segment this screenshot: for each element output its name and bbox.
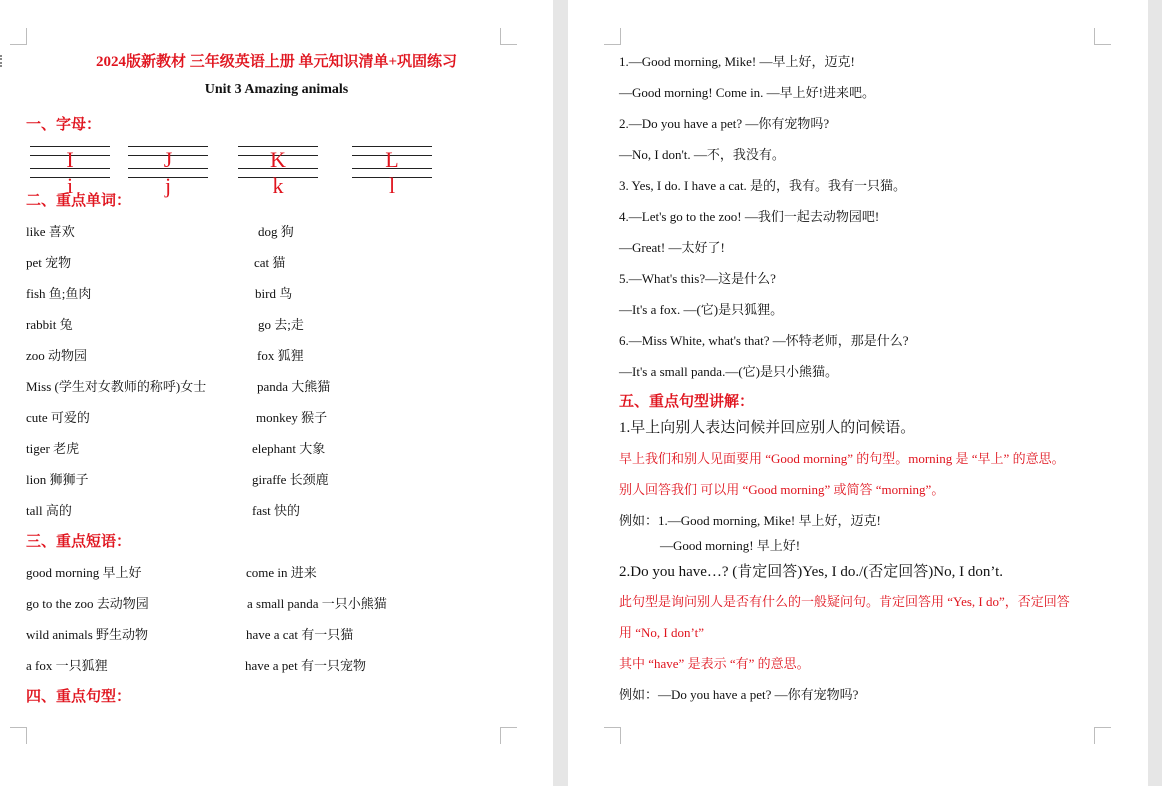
word-item: tall 高的 [26,503,72,518]
phrase-item: good morning 早上好 [26,565,142,580]
dialogue-line: 3. Yes, I do. I have a cat. 是的，我有。我有一只猫。 [619,178,907,193]
letter-writing-lines [238,145,318,198]
word-item: dog 狗 [258,224,294,239]
letter-writing-lines [128,145,208,198]
letter-pair: I i [66,147,102,198]
letter-pair: L l [385,147,427,198]
explanation-text: 用 “No, I don’t” [619,625,704,640]
word-item: tiger 老虎 [26,441,80,456]
margin-corner-mark [604,28,621,45]
explanation-text: 其中 “have” 是表示 “有” 的意思。 [619,656,810,671]
dialogue-line: 2.—Do you have a pet? —你有宠物吗? [619,116,830,131]
phrase-item: a fox 一只狐狸 [26,658,108,673]
word-item: monkey 猴子 [256,410,328,425]
phrase-item: wild animals 野生动物 [26,627,149,642]
margin-corner-mark [500,727,517,744]
word-item: fish 鱼;鱼肉 [26,286,92,301]
word-item: cat 猫 [254,255,286,270]
dialogue-line: —It's a small panda.—(它)是只小熊猫。 [619,364,838,379]
word-item: go 去;走 [258,317,304,332]
dialogue-line: —It's a fox. —(它)是只狐狸。 [619,302,784,317]
example-line: 例如：—Do you have a pet? —你有宠物吗? [619,687,859,702]
dialogue-line: 1.—Good morning, Mike! —早上好，迈克! [619,54,855,69]
letter-pair: K k [270,147,314,198]
margin-corner-mark [1094,727,1111,744]
example-line: 例如：1.—Good morning, Mike! 早上好，迈克! [619,513,881,528]
explanation-text: 此句型是询问别人是否有什么的一般疑问句。肯定回答用 “Yes, I do”，否定回答 [619,594,1070,609]
dialogue-line: —Great! —太好了! [619,240,725,255]
section-heading-sentences: 四、重点句型： [26,689,132,705]
word-item: elephant 大象 [252,441,326,456]
word-item: panda 大熊猫 [257,379,331,394]
dialogue-line: 5.—What's this?—这是什么? [619,271,776,286]
section-heading-phrases: 三、重点短语： [26,534,132,550]
word-item: bird 鸟 [255,286,293,301]
point-heading: 2.Do you have…? (肯定回答)Yes, I do./(否定回答)No, I don’t. [619,564,1003,580]
phrase-item: have a pet 有一只宠物 [245,658,366,673]
word-item: like 喜欢 [26,224,75,239]
section-heading-words: 二、重点单词： [26,193,132,209]
unit-subtitle: Unit 3 Amazing animals [204,82,349,97]
example-line: —Good morning! 早上好! [660,538,801,553]
margin-corner-mark [500,28,517,45]
document-title: 2024版新教材 三年级英语上册 单元知识清单+巩固练习 [95,54,458,70]
word-item: pet 宠物 [26,255,72,270]
document-page-1 [0,0,553,786]
margin-corner-mark [1094,28,1111,45]
word-item: fast 快的 [252,503,301,518]
word-item: zoo 动物园 [26,348,88,363]
letter-writing-lines [30,145,110,198]
word-item: Miss (学生对女教师的称呼)女士 [26,379,207,394]
phrase-item: come in 进来 [246,565,317,580]
dialogue-line: —Good morning! Come in. —早上好!进来吧。 [619,85,876,100]
dialogue-line: 4.—Let's go to the zoo! —我们一起去动物园吧! [619,209,880,224]
explanation-text: 早上我们和别人见面要用 “Good morning” 的句型。morning 是 “早上” 的意思。 [619,451,1065,466]
margin-corner-mark [604,727,621,744]
word-item: lion 狮狮子 [26,472,89,487]
explanation-text: 别人回答我们 可以用 “Good morning” 或简答 “morning”。 [619,482,945,497]
dialogue-line: 6.—Miss White, what's that? —怀特老师，那是什么? [619,333,909,348]
document-page-2 [568,0,1148,786]
word-item: cute 可爱的 [26,410,90,425]
phrase-item: go to the zoo 去动物园 [26,596,149,611]
phrase-item: a small panda 一只小熊猫 [247,596,387,611]
dialogue-line: —No, I don't. —不，我没有。 [619,147,785,162]
section-heading-explanation: 五、重点句型讲解： [619,394,755,410]
word-item: fox 狐狸 [257,348,304,363]
margin-corner-mark [10,28,27,45]
point-heading: 1.早上向别人表达问候并回应别人的问候语。 [619,420,916,436]
word-item: rabbit 兔 [26,317,73,332]
margin-corner-mark [10,727,27,744]
letter-pair: J j [163,147,201,198]
letter-writing-lines [352,145,432,198]
word-item: giraffe 长颈鹿 [252,472,329,487]
section-heading-letters: 一、字母： [26,117,102,133]
phrase-item: have a cat 有一只猫 [246,627,354,642]
